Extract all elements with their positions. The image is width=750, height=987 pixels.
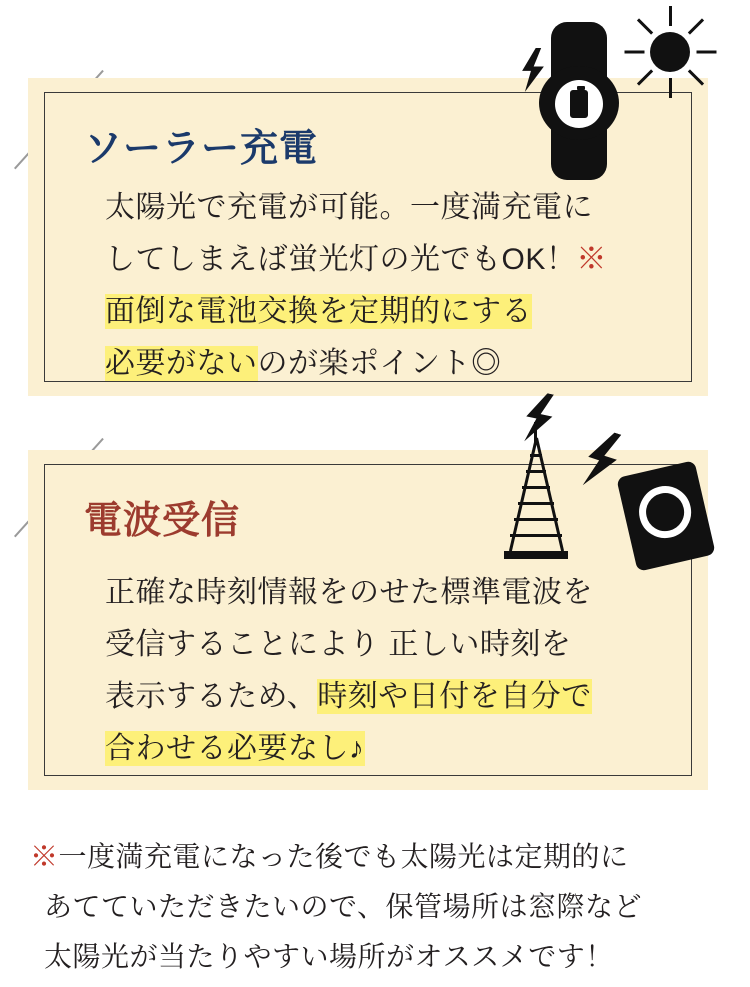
text-run-highlight: 必要がない [105, 347, 258, 380]
sun-icon [608, 4, 728, 114]
tower-rung [522, 486, 550, 489]
watch-battery-icon [537, 22, 621, 180]
radio-body-line-3 [105, 671, 592, 723]
footnote-line-3: 太陽光が当たりやすい場所がオススメです！ [44, 941, 614, 972]
text-run: のが楽ポイント◎ [257, 347, 502, 380]
radio-body-line-1 [105, 567, 593, 619]
footnote-mark: ※ [576, 243, 607, 276]
footnote-mark: ※ [30, 841, 59, 872]
text-run: 正確な時刻情報をのせた標準電波を [105, 576, 593, 609]
sun-ray [637, 69, 653, 85]
footnote-line-1 [30, 832, 629, 882]
text-run-highlight: 合わせる必要なし♪ [105, 732, 365, 765]
text-run-highlight: 面倒な [105, 295, 197, 328]
battery-icon [570, 90, 588, 118]
sun-ray [625, 51, 645, 54]
text-run-highlight: 電池交換を定期的にする [196, 295, 532, 328]
tower-rung [530, 454, 542, 457]
text-run: 表示するため、 [105, 680, 318, 713]
tower-rung [514, 518, 558, 521]
radio-section-title: 電波受信 [84, 500, 241, 542]
solar-body-line-1 [105, 182, 593, 234]
tower-rung [526, 470, 546, 473]
text-run: 一度満充電になった後でも太陽光は定期的に [58, 841, 629, 872]
sun-ray [669, 78, 672, 98]
tower-rung [518, 502, 554, 505]
sun-ray [669, 6, 672, 26]
footnote-line-2: あてていただきたいので、保管場所は窓際など [44, 891, 642, 922]
tower-base [504, 551, 568, 559]
sun-ray [688, 69, 704, 85]
radio-body-line-2 [105, 619, 571, 671]
watch-dial [634, 481, 696, 543]
solar-body-line-2 [105, 234, 607, 286]
text-run: 受信することにより 正しい時刻を [105, 628, 572, 661]
text-run: 太陽光で充電が可能。一度満充電に [105, 191, 593, 224]
text-run-highlight: 時刻や日付を自分で [317, 680, 592, 713]
sun-ray [637, 18, 653, 34]
text-run: してしまえば蛍光灯の光でもOK！ [105, 243, 577, 276]
solar-section-title: ソーラー充電 [84, 128, 319, 170]
sun-core [650, 32, 690, 72]
radio-body-line-4 [105, 723, 365, 775]
sun-ray [688, 18, 704, 34]
tower-rung [510, 534, 562, 537]
sun-ray [697, 51, 717, 54]
solar-body-line-3 [105, 286, 532, 338]
radio-tower-icon [490, 438, 582, 560]
solar-body-line-4 [105, 338, 502, 390]
